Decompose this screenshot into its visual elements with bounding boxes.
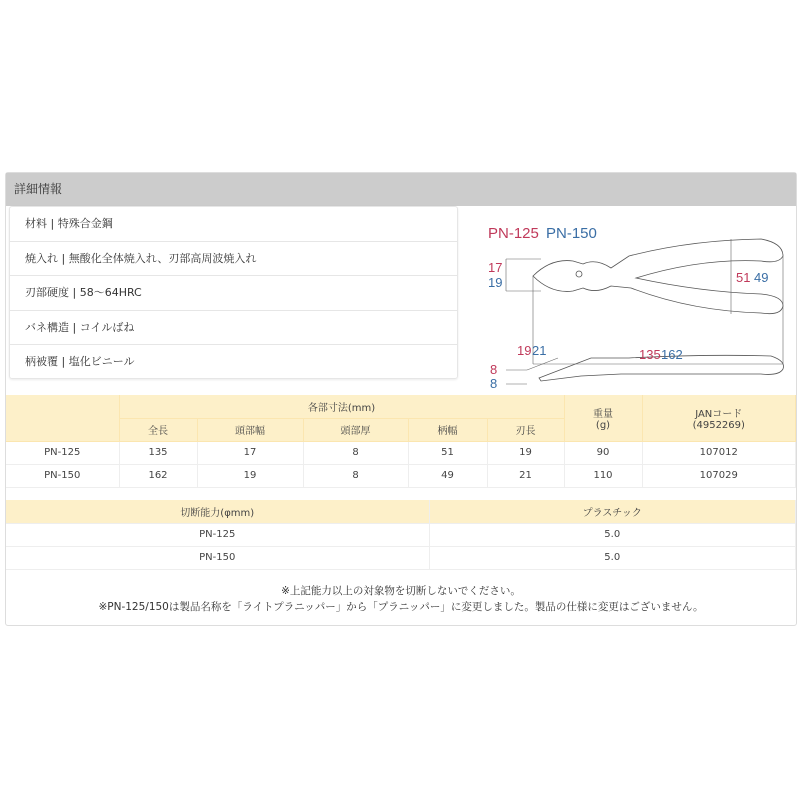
spec-list xyxy=(9,206,458,379)
head-thickness-a: 8 xyxy=(490,362,498,377)
weight-header: 重量 (g) xyxy=(564,395,642,441)
col-header: 頭部幅 xyxy=(197,418,303,441)
handle-width-b: 49 xyxy=(754,270,769,285)
model-b-label: PN-150 xyxy=(546,225,597,242)
head-width-b: 19 xyxy=(488,275,503,290)
table-row: PN-150 5.0 xyxy=(6,546,796,569)
jan-header: JANコード (4952269) xyxy=(642,395,796,441)
pliers-dimension-diagram xyxy=(461,206,796,391)
spec-item: バネ構造 | コイルばね xyxy=(10,311,457,346)
capacity-table xyxy=(6,500,796,570)
col-header: 頭部厚 xyxy=(303,418,408,441)
model-a-label: PN-125 xyxy=(488,225,539,242)
col-header: 刃長 xyxy=(487,418,564,441)
spec-item: 焼入れ | 無酸化全体焼入れ、刃部高周波焼入れ xyxy=(10,242,457,277)
col-header: プラスチック xyxy=(429,500,796,523)
section-title: 詳細情報 xyxy=(6,173,796,206)
length-a: 135 xyxy=(639,347,661,362)
table-row: PN-150 162 19 8 49 21 110 107029 xyxy=(6,464,796,487)
col-header: 切断能力(φmm) xyxy=(6,500,429,523)
spec-item: 柄被覆 | 塩化ビニール xyxy=(25,355,135,368)
spec-item: 刃部硬度 | 58～64HRC xyxy=(10,276,457,311)
col-header: 全長 xyxy=(119,418,197,441)
head-width-a: 17 xyxy=(488,260,503,275)
note: ※上記能力以上の対象物を切断しないでください。 xyxy=(281,585,521,597)
group-header: 各部寸法(mm) xyxy=(119,395,564,418)
blade-length-b: 21 xyxy=(532,343,547,358)
head-thickness-b: 8 xyxy=(490,376,498,391)
spec-item: 材料 | 特殊合金鋼 xyxy=(10,207,457,242)
handle-width-a: 51 xyxy=(736,270,751,285)
table-row: PN-125 135 17 8 51 19 90 107012 xyxy=(6,441,796,464)
details-panel xyxy=(5,172,797,626)
table-row: PN-125 5.0 xyxy=(6,523,796,546)
dimensions-table xyxy=(6,395,796,488)
blade-length-a: 19 xyxy=(517,343,532,358)
col-header: 柄幅 xyxy=(408,418,487,441)
notes xyxy=(6,583,796,615)
length-b: 162 xyxy=(661,347,683,362)
note: ※PN-125/150は製品名称を「ライトプラニッパー」から「プラニッパー」に変更しました。製品の仕様に変更はございません。 xyxy=(98,601,704,613)
